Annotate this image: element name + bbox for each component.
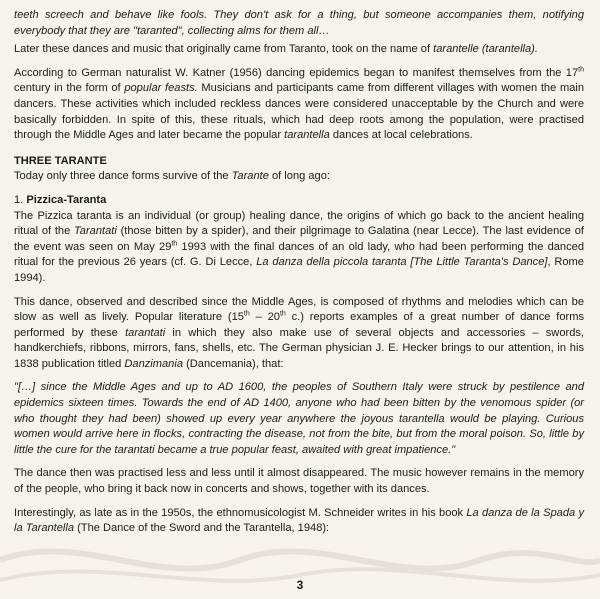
paragraph-katner [14, 66, 584, 144]
paragraph-schneider [14, 506, 584, 537]
text-run: The Pizzica taranta is an individual (or group) healing dance, the origins of which go back to the ancient healing ritual of the [14, 209, 584, 238]
italic-text-run: La danza de la Spada y la Tarantella [14, 506, 584, 535]
italic-text-run: "[…] since the Middle Ages and up to AD 1600, the peoples of Southern Italy were struck by pestilence and epidemics sixteen times. Towards the end of AD 1400, anyone who had been bitten by the venomous spider (or who thought they had been) showed up every year anywhere the joyous tarantella would be playing. Curious women would arrive here in flocks, contracting the disease, not from the bite, but from the moral poison. So, little by little the cure for the tarantati became a true popular feast, awaited with great impatience." [14, 381, 584, 456]
italic-text-run: popular feasts. [124, 82, 198, 95]
italic-text-run: tarantati [125, 326, 166, 339]
subsection-title: Pizzica-Taranta [26, 193, 107, 206]
text-run: Interestingly, as late as in the 1950s, the ethnomusicologist M. Schneider writes in his book [14, 506, 467, 519]
text-run: This dance, observed and described since the Middle Ages, is composed of rhythms and melodies which can be slow as well as lively. Popular literature (15 [14, 295, 584, 324]
text-run: dances at local celebrations. [329, 129, 473, 142]
ordinal-superscript: th [578, 66, 584, 74]
italic-text-run: Danzimania [124, 357, 183, 370]
italic-text-run: teeth screech and behave like fools. They don't ask for a thing, but someone accompanies them, notifying everybody that they are "taranted", collecting alms for them all… [14, 9, 584, 37]
text-run: c.) reports examples of a great number of dance forms performed by these [14, 311, 584, 339]
document-body [14, 8, 584, 545]
subsection-number: 1. [14, 193, 27, 206]
italic-text-run: La danza della piccola taranta [The Little Taranta's Dance] [256, 256, 548, 269]
text-run: (those bitten by a spider), and their pilgrimage to Galatina (near Lecce). The last evidence of the event was seen on May 29 [14, 225, 585, 253]
italic-text-run: tarantelle (tarantella). [433, 43, 538, 56]
text-run: Today only three dance forms survive of the [14, 170, 232, 183]
paragraph-later [14, 42, 584, 58]
text-run: 1993 with the final dances of an old lady, who had been performing the danced ritual for the previous 26 years (cf. G. Di Lecce, [14, 240, 584, 269]
text-run: century in the form of [14, 82, 125, 95]
page-number: 3 [296, 578, 304, 592]
text-run: (Dancemania), that: [182, 357, 284, 370]
paragraph-observed [14, 295, 584, 373]
paragraph-hecker-quote [14, 380, 584, 458]
text-run: (The Dance of the Sword and the Tarantella, 1948): [74, 522, 330, 535]
ordinal-superscript: th [243, 310, 250, 318]
ordinal-superscript: th [279, 310, 286, 318]
section-heading-three-tarante: THREE TARANTE [14, 154, 107, 167]
text-run: in which they also make use of several objects and accessories – swords, handkerchiefs, ribbons, mirrors, fans, shells, etc. The German physician J. E. Hecker brings to our attention, in his 1838 publication titled [14, 326, 584, 370]
text-run: , Rome 1994). [14, 256, 584, 284]
text-run: Musicians and participants came from different villages with women the main dancers. These activities which included reckless dances were considered unacceptable by the Church and were basically forbidden. In spite of this, these rituals, which had deep roots among the population, were practised through the Middle Ages and later became the popular [14, 82, 585, 142]
text-run: Later these dances and music that originally came from Taranto, took on the name of [14, 43, 434, 56]
italic-text-run: tarantella [284, 129, 330, 142]
text-run: of long ago: [268, 170, 330, 183]
paragraph-today [14, 169, 584, 185]
text-run: According to German naturalist W. Katner (1956) dancing epidemics began to manifest themselves from the 17 [14, 66, 579, 79]
italic-text-run: Tarantati [74, 225, 117, 238]
paragraph-practised [14, 466, 584, 497]
text-run: The dance then was practised less and less until it almost disappeared. The music however remains in the memory of the people, who bring it back now in concerts and shows, together with its dances. [14, 467, 584, 496]
italic-text-run: Tarante [231, 170, 269, 183]
ordinal-superscript: th [171, 240, 178, 248]
paragraph-pizzica [14, 209, 584, 287]
subsection-heading-pizzica [14, 193, 584, 209]
text-run: – 20 [249, 311, 280, 324]
paragraph-intro [14, 8, 584, 39]
